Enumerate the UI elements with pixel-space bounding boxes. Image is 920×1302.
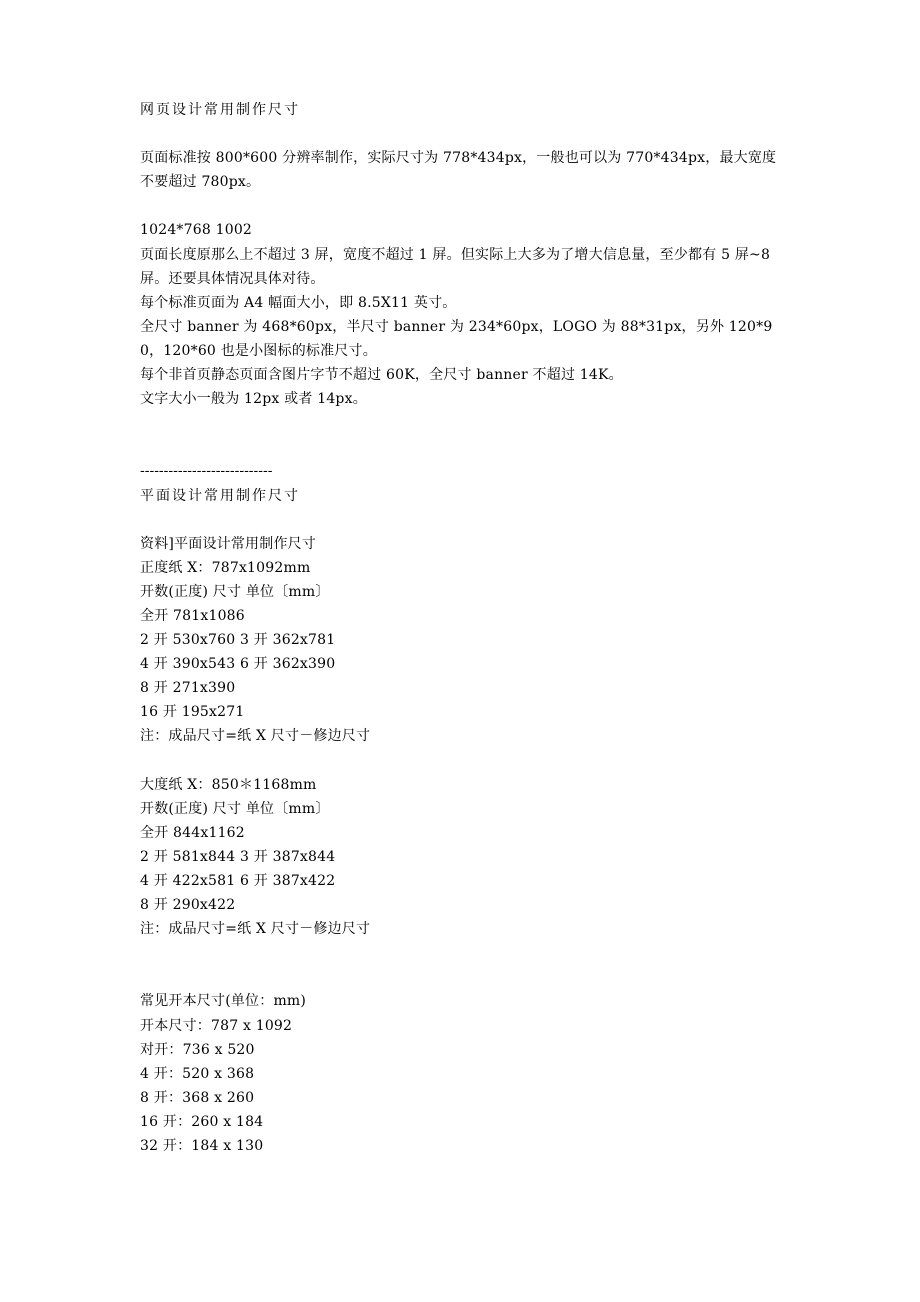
spacer (140, 411, 790, 459)
large-note: 注：成品尺寸=纸 X 尺寸－修边尺寸 (140, 921, 371, 938)
standard-row: 全开 781x1086 (140, 607, 245, 624)
web-paragraph-banner: 全尺寸 banner 为 468*60px，半尺寸 banner 为 234*60px，LOGO 为 88*31px，另外 120*90，120*60 也是小图标的标准尺寸。 (140, 318, 773, 359)
common-sizes-title: 常见开本尺寸(单位：mm) (140, 993, 307, 1010)
standard-paper-size: 正度纸 X：787x1092mm (140, 559, 311, 576)
common-size-row: 4 开：520 x 368 (140, 1065, 255, 1082)
print-section-title: 平面设计常用制作尺寸 (140, 487, 300, 504)
common-size-row: 开本尺寸：787 x 1092 (140, 1017, 293, 1034)
document-page (140, 98, 790, 1158)
common-size-row: 对开：736 x 520 (140, 1041, 255, 1058)
standard-row: 2 开 530x760 3 开 362x781 (140, 632, 336, 649)
web-paragraph-fontsize: 文字大小一般为 12px 或者 14px。 (140, 391, 367, 408)
common-size-row: 8 开：368 x 260 (140, 1089, 255, 1106)
large-row: 4 开 422x581 6 开 387x422 (140, 873, 336, 889)
standard-note: 注：成品尺寸=纸 X 尺寸－修边尺寸 (140, 728, 371, 745)
spacer (140, 508, 790, 532)
standard-row: 16 开 195x271 (140, 704, 245, 721)
spacer (140, 941, 790, 989)
web-resolutions: 1024*768 1002 (140, 222, 253, 239)
print-subtitle: 资料]平面设计常用制作尺寸 (140, 535, 317, 552)
section-divider: ---------------------------- (140, 463, 273, 480)
large-row: 8 开 290x422 (140, 897, 236, 914)
spacer (140, 749, 790, 773)
common-size-row: 32 开：184 x 130 (140, 1138, 264, 1155)
standard-table-header: 开数(正度) 尺寸 单位〔mm〕 (140, 583, 330, 600)
large-row: 全开 844x1162 (140, 824, 245, 841)
large-table-header: 开数(正度) 尺寸 单位〔mm〕 (140, 800, 330, 817)
web-paragraph-length: 页面长度原那么上不超过 3 屏，宽度不超过 1 屏。但实际上大多为了增大信息量，至少都有 5 屏~8 屏。还要具体情况具体对待。 (140, 246, 771, 287)
large-row: 2 开 581x844 3 开 387x844 (140, 848, 336, 865)
web-section-title: 网页设计常用制作尺寸 (140, 102, 300, 118)
spacer (140, 194, 790, 218)
spacer (140, 122, 790, 146)
web-paragraph-a4: 每个标准页面为 A4 幅面大小，即 8.5X11 英寸。 (140, 294, 457, 311)
web-paragraph-filesize: 每个非首页静态页面含图片字节不超过 60K，全尺寸 banner 不超过 14K。 (140, 367, 623, 384)
large-paper-size: 大度纸 X：850＊1168mm (140, 776, 317, 793)
common-size-row: 16 开：260 x 184 (140, 1113, 264, 1130)
standard-row: 8 开 271x390 (140, 680, 236, 697)
standard-row: 4 开 390x543 6 开 362x390 (140, 656, 336, 673)
web-paragraph-resolution: 页面标准按 800*600 分辨率制作，实际尺寸为 778*434px，一般也可以为 770*434px，最大宽度不要超过 780px。 (140, 150, 777, 191)
